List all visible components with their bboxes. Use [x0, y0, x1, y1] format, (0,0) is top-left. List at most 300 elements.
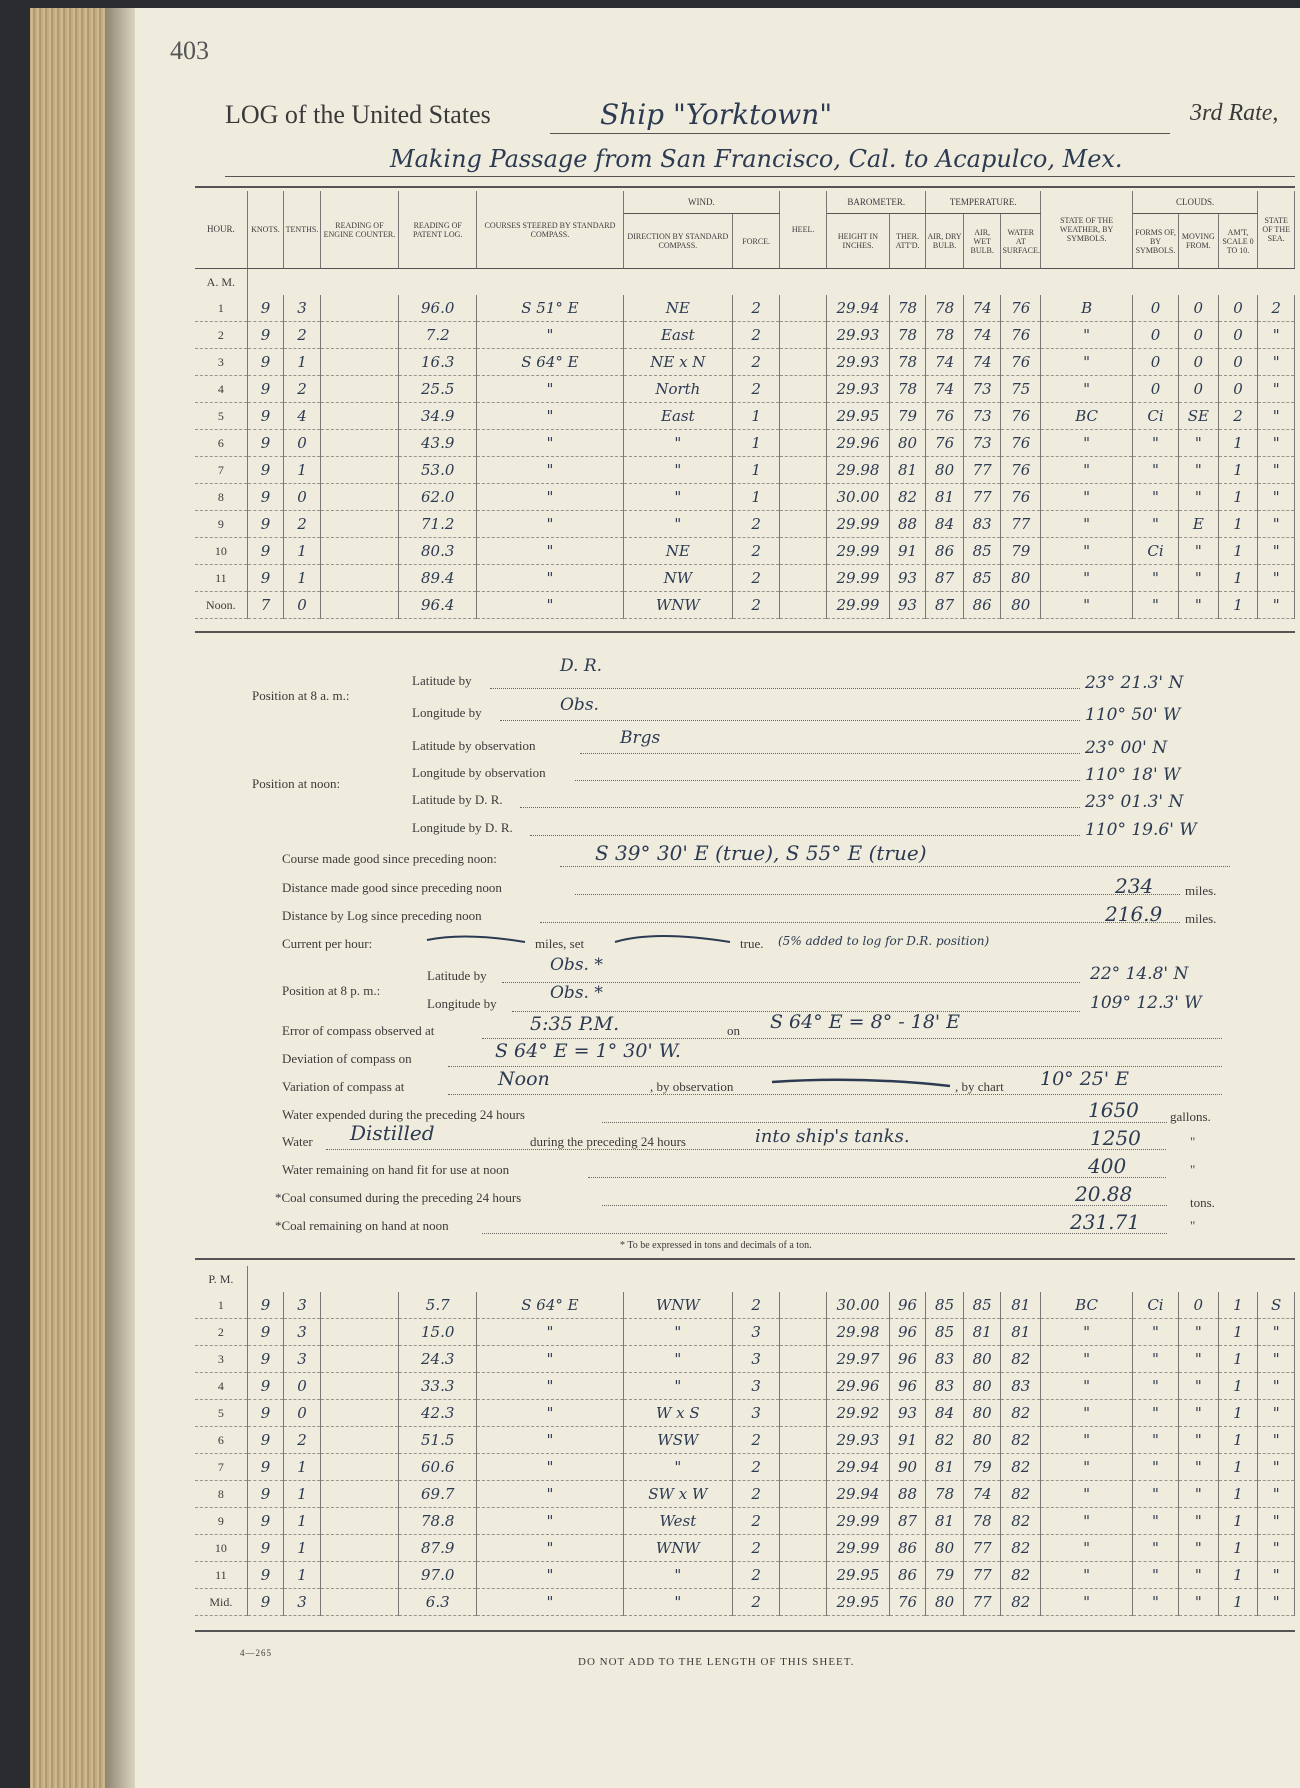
am-cell: "	[1258, 592, 1295, 619]
am-cell: 0	[1218, 349, 1258, 376]
pm-cell: 78	[963, 1508, 1001, 1535]
am-cell: 78	[889, 349, 926, 376]
am-cell	[780, 295, 827, 322]
pm-cell: 29.99	[827, 1535, 890, 1562]
hdr-heel: HEEL.	[780, 191, 827, 269]
pm-cell	[780, 1454, 827, 1481]
am-cell: 9	[247, 538, 284, 565]
pm-cell: "	[1041, 1508, 1133, 1535]
pm-table-row	[195, 1562, 1295, 1589]
title-rule	[550, 133, 1170, 134]
pm-table-row	[195, 1373, 1295, 1400]
ship-rate: 3rd Rate,	[1190, 100, 1279, 126]
am-cell: WNW	[623, 592, 733, 619]
am-cell: NE	[623, 538, 733, 565]
am-cell: 3	[195, 349, 247, 376]
pm-cell: "	[477, 1508, 623, 1535]
noon-lon-obs-value: 110° 18' W	[1085, 765, 1181, 785]
am-cell: 1	[284, 565, 321, 592]
pm-cell: "	[1041, 1535, 1133, 1562]
pos8am-lon-label: Longitude by	[412, 705, 482, 720]
pm-cell: 29.94	[827, 1454, 890, 1481]
am-cell: 2	[733, 349, 780, 376]
am-cell: 76	[926, 430, 964, 457]
am-cell: 77	[1001, 511, 1041, 538]
am-cell: 0	[1218, 322, 1258, 349]
pm-cell: 11	[195, 1562, 247, 1589]
pos8pm-lat-value: 22° 14.8' N	[1090, 964, 1189, 984]
am-cell: "	[477, 511, 623, 538]
pos8pm-lon-label: Longitude by	[427, 996, 497, 1011]
current-end: true.	[740, 936, 764, 951]
pm-cell: 80	[963, 1400, 1001, 1427]
pm-cell: 83	[926, 1373, 964, 1400]
am-cell	[780, 565, 827, 592]
pm-cell: 83	[1001, 1373, 1041, 1400]
am-cell: 74	[926, 349, 964, 376]
pm-cell: "	[477, 1454, 623, 1481]
pm-cell: "	[1258, 1481, 1295, 1508]
am-cell: 3	[284, 295, 321, 322]
am-cell: 1	[1218, 592, 1258, 619]
am-cell: 96.4	[399, 592, 477, 619]
am-cell: 29.93	[827, 322, 890, 349]
pm-cell: "	[1178, 1346, 1218, 1373]
am-cell: "	[1041, 565, 1133, 592]
am-cell: 34.9	[399, 403, 477, 430]
pm-cell	[320, 1373, 398, 1400]
am-cell: "	[477, 376, 623, 403]
am-cell: 0	[1133, 349, 1179, 376]
am-cell: 80	[889, 430, 926, 457]
am-cell: "	[1133, 565, 1179, 592]
course-value: S 39° 30' E (true), S 55° E (true)	[595, 841, 927, 865]
pm-cell: 82	[1001, 1427, 1041, 1454]
passage-rule	[225, 176, 1295, 177]
am-cell: 87	[926, 592, 964, 619]
hdr-hour: HOUR.	[195, 191, 247, 269]
am-cell: 2	[1258, 295, 1295, 322]
pm-table-row	[195, 1400, 1295, 1427]
log-page	[30, 8, 1300, 1788]
am-cell	[320, 322, 398, 349]
pm-table-row	[195, 1319, 1295, 1346]
pm-cell: 7	[195, 1454, 247, 1481]
pm-cell: 6.3	[399, 1589, 477, 1616]
water-dest: into ship's tanks.	[755, 1126, 910, 1147]
am-cell	[780, 376, 827, 403]
pm-label: P. M.	[195, 1266, 247, 1292]
pm-cell: "	[1133, 1346, 1179, 1373]
error-on: on	[727, 1023, 740, 1038]
pm-cell: 82	[926, 1427, 964, 1454]
am-cell: NE x N	[623, 349, 733, 376]
dist-good-value: 234	[1115, 874, 1154, 898]
pm-cell: 74	[963, 1481, 1001, 1508]
am-cell: "	[477, 457, 623, 484]
hdr-weather: STATE OF THE WEATHER, BY SYMBOLS.	[1041, 191, 1133, 269]
pm-cell: 1	[1218, 1400, 1258, 1427]
am-cell: 29.98	[827, 457, 890, 484]
am-cell: 85	[963, 538, 1001, 565]
pm-cell: "	[1258, 1589, 1295, 1616]
pm-cell: 29.93	[827, 1427, 890, 1454]
noon-lat-obs-label: Latitude by observation	[412, 738, 536, 753]
error-time: 5:35 P.M.	[530, 1013, 620, 1035]
am-cell	[780, 592, 827, 619]
pm-cell: 82	[1001, 1535, 1041, 1562]
am-cell	[780, 349, 827, 376]
pm-cell	[320, 1319, 398, 1346]
am-cell: 1	[1218, 538, 1258, 565]
pm-cell	[780, 1373, 827, 1400]
water-exp-unit: gallons.	[1170, 1109, 1211, 1124]
pm-cell: 87	[889, 1508, 926, 1535]
variation-chart-label: , by chart	[955, 1079, 1004, 1094]
hdr-baro-height: HEIGHT IN INCHES.	[827, 214, 890, 269]
pm-cell: WNW	[623, 1292, 733, 1319]
pm-cell: 1	[1218, 1481, 1258, 1508]
binding-gutter	[105, 8, 135, 1788]
am-cell: 81	[926, 484, 964, 511]
am-cell: "	[1178, 484, 1218, 511]
am-cell: "	[477, 430, 623, 457]
hdr-sea: STATE OF THE SEA.	[1258, 191, 1295, 269]
am-label: A. M.	[195, 269, 247, 296]
am-cell: 16.3	[399, 349, 477, 376]
pos8pm-lon-value: 109° 12.3' W	[1090, 993, 1202, 1013]
pm-cell	[320, 1292, 398, 1319]
pm-cell: 88	[889, 1481, 926, 1508]
pm-cell: "	[477, 1400, 623, 1427]
am-table-row	[195, 511, 1295, 538]
hdr-temp-wet: AIR, WET BULB.	[963, 214, 1001, 269]
pm-cell: 9	[247, 1427, 284, 1454]
am-cell: 29.99	[827, 511, 890, 538]
noon-lon-obs-label: Longitude by observation	[412, 765, 546, 780]
pm-cell: 1	[1218, 1427, 1258, 1454]
noon-lat-obs-value: 23° 00' N	[1085, 738, 1168, 758]
am-cell: 1	[284, 457, 321, 484]
pm-cell: 77	[963, 1589, 1001, 1616]
pm-cell: "	[1178, 1400, 1218, 1427]
pm-cell: 2	[733, 1508, 780, 1535]
am-cell: Ci	[1133, 538, 1179, 565]
pm-cell	[320, 1346, 398, 1373]
pm-cell: 3	[733, 1346, 780, 1373]
am-cell: 2	[733, 565, 780, 592]
am-cell: 29.99	[827, 565, 890, 592]
am-cell: 96.0	[399, 295, 477, 322]
page-edges	[30, 8, 105, 1788]
pm-cell: 2	[733, 1427, 780, 1454]
pm-cell: 96	[889, 1292, 926, 1319]
pm-cell	[780, 1562, 827, 1589]
pos8am-lon-method: Obs.	[560, 695, 599, 715]
am-cell: S 51° E	[477, 295, 623, 322]
am-cell: S 64° E	[477, 349, 623, 376]
am-cell: 2	[733, 295, 780, 322]
pm-cell: 81	[963, 1319, 1001, 1346]
am-cell: "	[1133, 592, 1179, 619]
pm-cell: 3	[733, 1319, 780, 1346]
variation-label: Variation of compass at	[282, 1079, 405, 1094]
am-cell: 0	[1133, 376, 1179, 403]
hdr-knots: KNOTS.	[247, 191, 284, 269]
hdr-cloud-forms: FORMS OF, BY SYMBOLS.	[1133, 214, 1179, 269]
coal-rem-value: 231.71	[1070, 1210, 1140, 1234]
pm-cell: "	[1258, 1562, 1295, 1589]
am-cell: "	[1041, 457, 1133, 484]
am-cell	[320, 403, 398, 430]
am-cell: "	[1258, 430, 1295, 457]
pm-cell: 3	[195, 1346, 247, 1373]
am-cell: "	[1041, 592, 1133, 619]
am-cell: 2	[195, 322, 247, 349]
pos8am-label: Position at 8 a. m.:	[252, 688, 350, 703]
page-number: 403	[170, 36, 209, 65]
pm-cell: "	[1041, 1562, 1133, 1589]
am-cell: 0	[284, 592, 321, 619]
am-cell: 9	[247, 511, 284, 538]
hdr-temp-dry: AIR, DRY BULB.	[926, 214, 964, 269]
am-cell: "	[1258, 538, 1295, 565]
pm-cell: "	[1178, 1535, 1218, 1562]
am-cell: 4	[284, 403, 321, 430]
hdr-clouds: CLOUDS.	[1133, 191, 1258, 214]
pm-cell: 30.00	[827, 1292, 890, 1319]
pm-cell: 85	[963, 1292, 1001, 1319]
pm-cell: 29.92	[827, 1400, 890, 1427]
pm-cell: 9	[247, 1346, 284, 1373]
pm-cell: "	[1258, 1400, 1295, 1427]
pos8pm-lat-method: Obs. *	[550, 955, 603, 975]
am-cell: "	[477, 322, 623, 349]
hdr-patent-log: READING OF PATENT LOG.	[399, 191, 477, 269]
am-cell: 1	[733, 403, 780, 430]
pm-cell: 78	[926, 1481, 964, 1508]
am-cell	[780, 322, 827, 349]
am-cell: "	[623, 457, 733, 484]
am-cell: "	[1133, 511, 1179, 538]
am-cell: 9	[195, 511, 247, 538]
pm-cell: "	[1133, 1562, 1179, 1589]
pm-cell: "	[1133, 1454, 1179, 1481]
pm-cell: "	[1178, 1562, 1218, 1589]
am-cell: 0	[284, 430, 321, 457]
pm-cell: 9	[247, 1562, 284, 1589]
am-cell	[780, 457, 827, 484]
pm-cell: 1	[284, 1562, 321, 1589]
am-cell: "	[1041, 484, 1133, 511]
error-label: Error of compass observed at	[282, 1023, 435, 1038]
pm-cell: "	[1178, 1508, 1218, 1535]
am-cell: 84	[926, 511, 964, 538]
pm-cell: 1	[284, 1508, 321, 1535]
am-cell: 75	[1001, 376, 1041, 403]
am-cell: "	[1133, 457, 1179, 484]
am-cell: "	[1133, 430, 1179, 457]
am-cell: 1	[733, 430, 780, 457]
pm-cell: 82	[1001, 1454, 1041, 1481]
am-cell: 7	[247, 592, 284, 619]
am-cell: "	[1178, 457, 1218, 484]
pm-cell: 2	[284, 1427, 321, 1454]
am-cell: "	[1041, 511, 1133, 538]
pm-table-row	[195, 1292, 1295, 1319]
am-cell: 1	[733, 484, 780, 511]
form-code: 4—265	[240, 1648, 272, 1658]
pm-cell: "	[1133, 1589, 1179, 1616]
pm-cell: "	[477, 1319, 623, 1346]
pm-cell: 0	[1178, 1292, 1218, 1319]
pm-cell	[780, 1427, 827, 1454]
pm-cell: 69.7	[399, 1481, 477, 1508]
am-cell: "	[1041, 430, 1133, 457]
pm-table-row	[195, 1427, 1295, 1454]
am-cell: "	[477, 484, 623, 511]
am-cell: 83	[963, 511, 1001, 538]
pm-cell: 1	[1218, 1562, 1258, 1589]
am-table-row	[195, 592, 1295, 619]
water-during: during the preceding 24 hours	[530, 1134, 686, 1149]
am-cell: 2	[733, 322, 780, 349]
pm-cell: West	[623, 1508, 733, 1535]
am-cell: 6	[195, 430, 247, 457]
pm-cell: "	[1258, 1427, 1295, 1454]
pm-cell: W x S	[623, 1400, 733, 1427]
am-cell	[320, 295, 398, 322]
pm-cell: 1	[284, 1454, 321, 1481]
am-cell: 30.00	[827, 484, 890, 511]
am-table-row	[195, 565, 1295, 592]
am-cell: 91	[889, 538, 926, 565]
pm-cell: "	[1258, 1373, 1295, 1400]
noon-lon-dr-value: 110° 19.6' W	[1085, 820, 1197, 840]
pm-cell: Ci	[1133, 1292, 1179, 1319]
pm-cell: 82	[1001, 1589, 1041, 1616]
hdr-temperature: TEMPERATURE.	[926, 191, 1041, 214]
am-log-table	[195, 191, 1295, 633]
pm-cell: "	[1258, 1508, 1295, 1535]
pm-cell: 60.6	[399, 1454, 477, 1481]
pm-rows	[195, 1292, 1295, 1616]
am-cell: 87	[926, 565, 964, 592]
am-cell: 1	[1218, 430, 1258, 457]
pm-cell: 10	[195, 1535, 247, 1562]
pm-cell	[320, 1400, 398, 1427]
am-cell: 1	[284, 538, 321, 565]
am-cell: 76	[1001, 457, 1041, 484]
pm-cell: 4	[195, 1373, 247, 1400]
pm-cell: 82	[1001, 1346, 1041, 1373]
am-cell: "	[1258, 457, 1295, 484]
am-cell: 81	[889, 457, 926, 484]
pm-cell	[320, 1508, 398, 1535]
pm-cell: 24.3	[399, 1346, 477, 1373]
am-cell: E	[1178, 511, 1218, 538]
pm-cell: 1	[1218, 1589, 1258, 1616]
am-cell: 74	[926, 376, 964, 403]
pm-cell	[320, 1562, 398, 1589]
pm-cell	[320, 1454, 398, 1481]
am-cell: 1	[1218, 457, 1258, 484]
hdr-barometer: BAROMETER.	[827, 191, 926, 214]
am-cell: Ci	[1133, 403, 1179, 430]
am-cell: 2	[733, 592, 780, 619]
pm-cell: 77	[963, 1535, 1001, 1562]
water-distilled-ditto: "	[1190, 1134, 1196, 1149]
pm-cell: "	[1133, 1319, 1179, 1346]
am-cell: 77	[963, 484, 1001, 511]
pos8pm-label: Position at 8 p. m.:	[282, 983, 381, 998]
hdr-engine-counter: READING OF ENGINE COUNTER.	[320, 191, 398, 269]
am-cell: 43.9	[399, 430, 477, 457]
am-cell: 9	[247, 457, 284, 484]
am-cell: 2	[733, 376, 780, 403]
am-cell: 86	[963, 592, 1001, 619]
am-cell: 76	[1001, 322, 1041, 349]
pm-cell: 96	[889, 1346, 926, 1373]
am-cell: 11	[195, 565, 247, 592]
am-cell: 4	[195, 376, 247, 403]
am-cell: 76	[926, 403, 964, 430]
pm-cell: "	[477, 1346, 623, 1373]
pm-cell: 81	[1001, 1319, 1041, 1346]
am-cell: "	[1258, 349, 1295, 376]
pm-cell: WSW	[623, 1427, 733, 1454]
pm-cell: "	[1041, 1400, 1133, 1427]
hdr-temp-water: WATER AT SURFACE.	[1001, 214, 1041, 269]
pm-cell: "	[1178, 1589, 1218, 1616]
am-cell: 9	[247, 322, 284, 349]
variation-obs-stroke	[770, 1074, 960, 1090]
am-cell: 89.4	[399, 565, 477, 592]
dist-good-unit: miles.	[1185, 883, 1217, 898]
pos8am-lat-value: 23° 21.3' N	[1085, 673, 1184, 693]
pm-cell: 80	[963, 1427, 1001, 1454]
pm-cell: 5.7	[399, 1292, 477, 1319]
pm-cell	[780, 1292, 827, 1319]
pm-cell: 9	[247, 1373, 284, 1400]
am-cell: 74	[963, 322, 1001, 349]
am-cell: 93	[889, 592, 926, 619]
pm-cell: 86	[889, 1562, 926, 1589]
pm-cell: "	[1133, 1427, 1179, 1454]
am-cell	[320, 484, 398, 511]
pm-cell: 1	[195, 1292, 247, 1319]
am-cell: 77	[963, 457, 1001, 484]
pm-cell: "	[477, 1589, 623, 1616]
am-cell: 2	[284, 376, 321, 403]
pm-cell	[320, 1589, 398, 1616]
pm-cell: 2	[195, 1319, 247, 1346]
am-cell: 85	[963, 565, 1001, 592]
pm-cell: "	[477, 1481, 623, 1508]
variation-chart-value: 10° 25' E	[1040, 1068, 1130, 1090]
am-cell: 1	[733, 457, 780, 484]
pm-cell: 83	[926, 1346, 964, 1373]
pm-cell: "	[1178, 1319, 1218, 1346]
am-cell: 74	[963, 295, 1001, 322]
pm-cell: 29.99	[827, 1508, 890, 1535]
pm-cell: 1	[284, 1535, 321, 1562]
pm-cell: 1	[1218, 1373, 1258, 1400]
dist-good-label: Distance made good since preceding noon	[282, 880, 502, 895]
am-cell: East	[623, 403, 733, 430]
hdr-wind: WIND.	[623, 191, 780, 214]
am-cell: "	[1258, 511, 1295, 538]
